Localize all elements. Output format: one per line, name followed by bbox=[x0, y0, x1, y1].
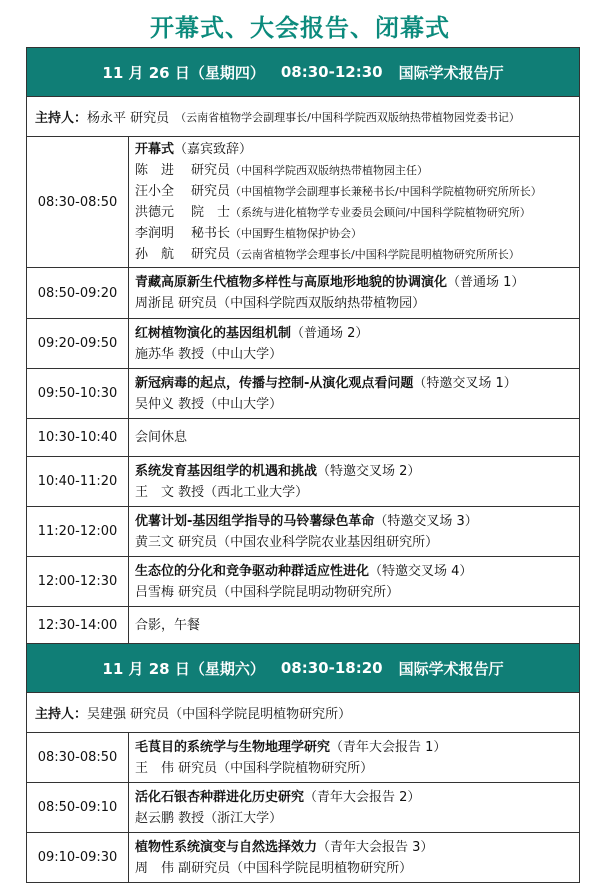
session-tag: （普通场 2） bbox=[291, 325, 369, 341]
session-speaker: 吕雪梅 研究员（中国科学院昆明动物研究所） bbox=[135, 584, 400, 600]
session-content bbox=[129, 457, 579, 506]
session-speaker: 合影，午餐 bbox=[135, 617, 201, 633]
day1-host-row bbox=[27, 96, 579, 136]
session-content bbox=[129, 419, 579, 456]
session-title: 新冠病毒的起点，传播与控制-从演化观点看问题 bbox=[135, 375, 414, 391]
session-tag: （特邀交叉场 3） bbox=[374, 513, 478, 529]
day1-venue: 国际学术报告厅 bbox=[398, 63, 504, 82]
session-time: 10:40-11:20 bbox=[27, 457, 129, 506]
opening-speaker: 孙 航 研究员（云南省植物学会理事长/中国科学院昆明植物研究所所长） bbox=[135, 247, 520, 262]
session-title: 生态位的分化和竞争驱动种群适应性进化 bbox=[135, 563, 370, 579]
session-content bbox=[129, 557, 579, 606]
session-tag: （青年大会报告 1） bbox=[330, 739, 447, 755]
session-time: 09:20-09:50 bbox=[27, 319, 129, 368]
session-speaker: 会间休息 bbox=[135, 430, 188, 445]
session-tag: （特邀交叉场 4） bbox=[369, 563, 473, 579]
session-speaker: 王 伟 研究员（中国科学院植物研究所） bbox=[135, 760, 374, 776]
host-label: 主持人： bbox=[35, 707, 88, 722]
session-tag: （青年大会报告 2） bbox=[304, 789, 421, 805]
session-speaker: 黄三文 研究员（中国农业科学院农业基因组研究所） bbox=[135, 534, 439, 550]
session-time: 10:30-10:40 bbox=[27, 419, 129, 456]
host-label: 主持人： bbox=[35, 111, 88, 126]
session-speaker: 王 文 教授（西北工业大学） bbox=[135, 484, 309, 500]
session-title: 活化石银杏种群进化历史研究 bbox=[135, 789, 305, 805]
day2-venue: 国际学术报告厅 bbox=[398, 659, 504, 678]
day1-banner bbox=[27, 47, 579, 96]
session-content bbox=[129, 319, 579, 368]
opening-speaker: 汪小全 研究员（中国植物学会副理事长兼秘书长/中国科学院植物研究所所长） bbox=[135, 184, 542, 199]
session-row bbox=[27, 832, 579, 882]
session-content bbox=[129, 369, 579, 418]
session-content bbox=[129, 137, 579, 267]
host-name: 吴建强 研究员（中国科学院昆明植物研究所） bbox=[87, 707, 352, 722]
session-title: 植物性系统演变与自然选择效力 bbox=[135, 839, 318, 855]
break-row bbox=[27, 418, 579, 456]
session-title: 毛茛目的系统学与生物地理学研究 bbox=[135, 739, 331, 755]
break-row bbox=[27, 606, 579, 643]
session-time: 09:10-09:30 bbox=[27, 833, 129, 882]
session-speaker: 周浙昆 研究员（中国科学院西双版纳热带植物园） bbox=[135, 296, 426, 311]
day1-time: 08:30-12:30 bbox=[280, 63, 383, 81]
session-row bbox=[27, 506, 579, 556]
session-row bbox=[27, 368, 579, 418]
session-content bbox=[129, 507, 579, 556]
session-row bbox=[27, 267, 579, 318]
session-title: 优薯计划-基因组学指导的马铃薯绿色革命 bbox=[135, 513, 375, 529]
session-tag: （普通场 1） bbox=[447, 275, 525, 290]
opening-speaker: 陈 进 研究员（中国科学院西双版纳热带植物园主任） bbox=[135, 163, 429, 178]
session-row bbox=[27, 782, 579, 832]
day2-host-row bbox=[27, 692, 579, 732]
day1-date: 11 月 26 日（星期四） bbox=[102, 63, 265, 82]
session-time: 08:30-08:50 bbox=[27, 137, 129, 267]
session-title: 红树植物演化的基因组机制 bbox=[135, 325, 292, 341]
session-content bbox=[129, 783, 579, 832]
session-row bbox=[27, 556, 579, 606]
session-tag: （特邀交叉场 1） bbox=[413, 375, 517, 391]
session-tag: （嘉宾致辞） bbox=[174, 142, 253, 157]
page-title: 开幕式、大会报告、闭幕式 bbox=[150, 14, 450, 42]
session-content bbox=[129, 833, 579, 882]
session-time: 12:00-12:30 bbox=[27, 557, 129, 606]
session-tag: （青年大会报告 3） bbox=[317, 839, 434, 855]
opening-speaker: 洪德元 院 士（系统与进化植物学专业委员会顾问/中国科学院植物研究所） bbox=[135, 205, 531, 220]
session-tag: （特邀交叉场 2） bbox=[317, 463, 421, 479]
session-title: 开幕式 bbox=[135, 142, 175, 157]
session-time: 11:20-12:00 bbox=[27, 507, 129, 556]
session-speaker: 吴仲义 教授（中山大学） bbox=[135, 396, 283, 412]
session-title: 青藏高原新生代植物多样性与高原地形地貌的协调演化 bbox=[135, 275, 448, 290]
day2-banner bbox=[27, 643, 579, 692]
session-content bbox=[129, 733, 579, 782]
session-time: 08:50-09:10 bbox=[27, 783, 129, 832]
opening-speaker: 李润明 秘书长（中国野生植物保护协会） bbox=[135, 226, 363, 241]
session-time: 08:30-08:50 bbox=[27, 733, 129, 782]
session-speaker: 赵云鹏 教授（浙江大学） bbox=[135, 810, 283, 826]
session-title: 系统发育基因组学的机遇和挑战 bbox=[135, 463, 318, 479]
session-row bbox=[27, 318, 579, 368]
session-content bbox=[129, 607, 579, 643]
session-row bbox=[27, 732, 579, 782]
session-content bbox=[129, 268, 579, 318]
session-time: 08:50-09:20 bbox=[27, 268, 129, 318]
session-time: 12:30-14:00 bbox=[27, 607, 129, 643]
schedule-table bbox=[26, 47, 580, 883]
day2-date: 11 月 28 日（星期六） bbox=[102, 659, 265, 678]
day2-time: 08:30-18:20 bbox=[280, 659, 383, 677]
host-name: 杨永平 研究员 bbox=[87, 111, 170, 126]
session-time: 09:50-10:30 bbox=[27, 369, 129, 418]
session-speaker: 施苏华 教授（中山大学） bbox=[135, 346, 283, 362]
host-affiliation: （云南省植物学会副理事长/中国科学院西双版纳热带植物园党委书记） bbox=[175, 110, 520, 124]
opening-row bbox=[27, 136, 579, 267]
session-speaker: 周 伟 副研究员（中国科学院昆明植物研究所） bbox=[135, 860, 413, 876]
session-row bbox=[27, 456, 579, 506]
